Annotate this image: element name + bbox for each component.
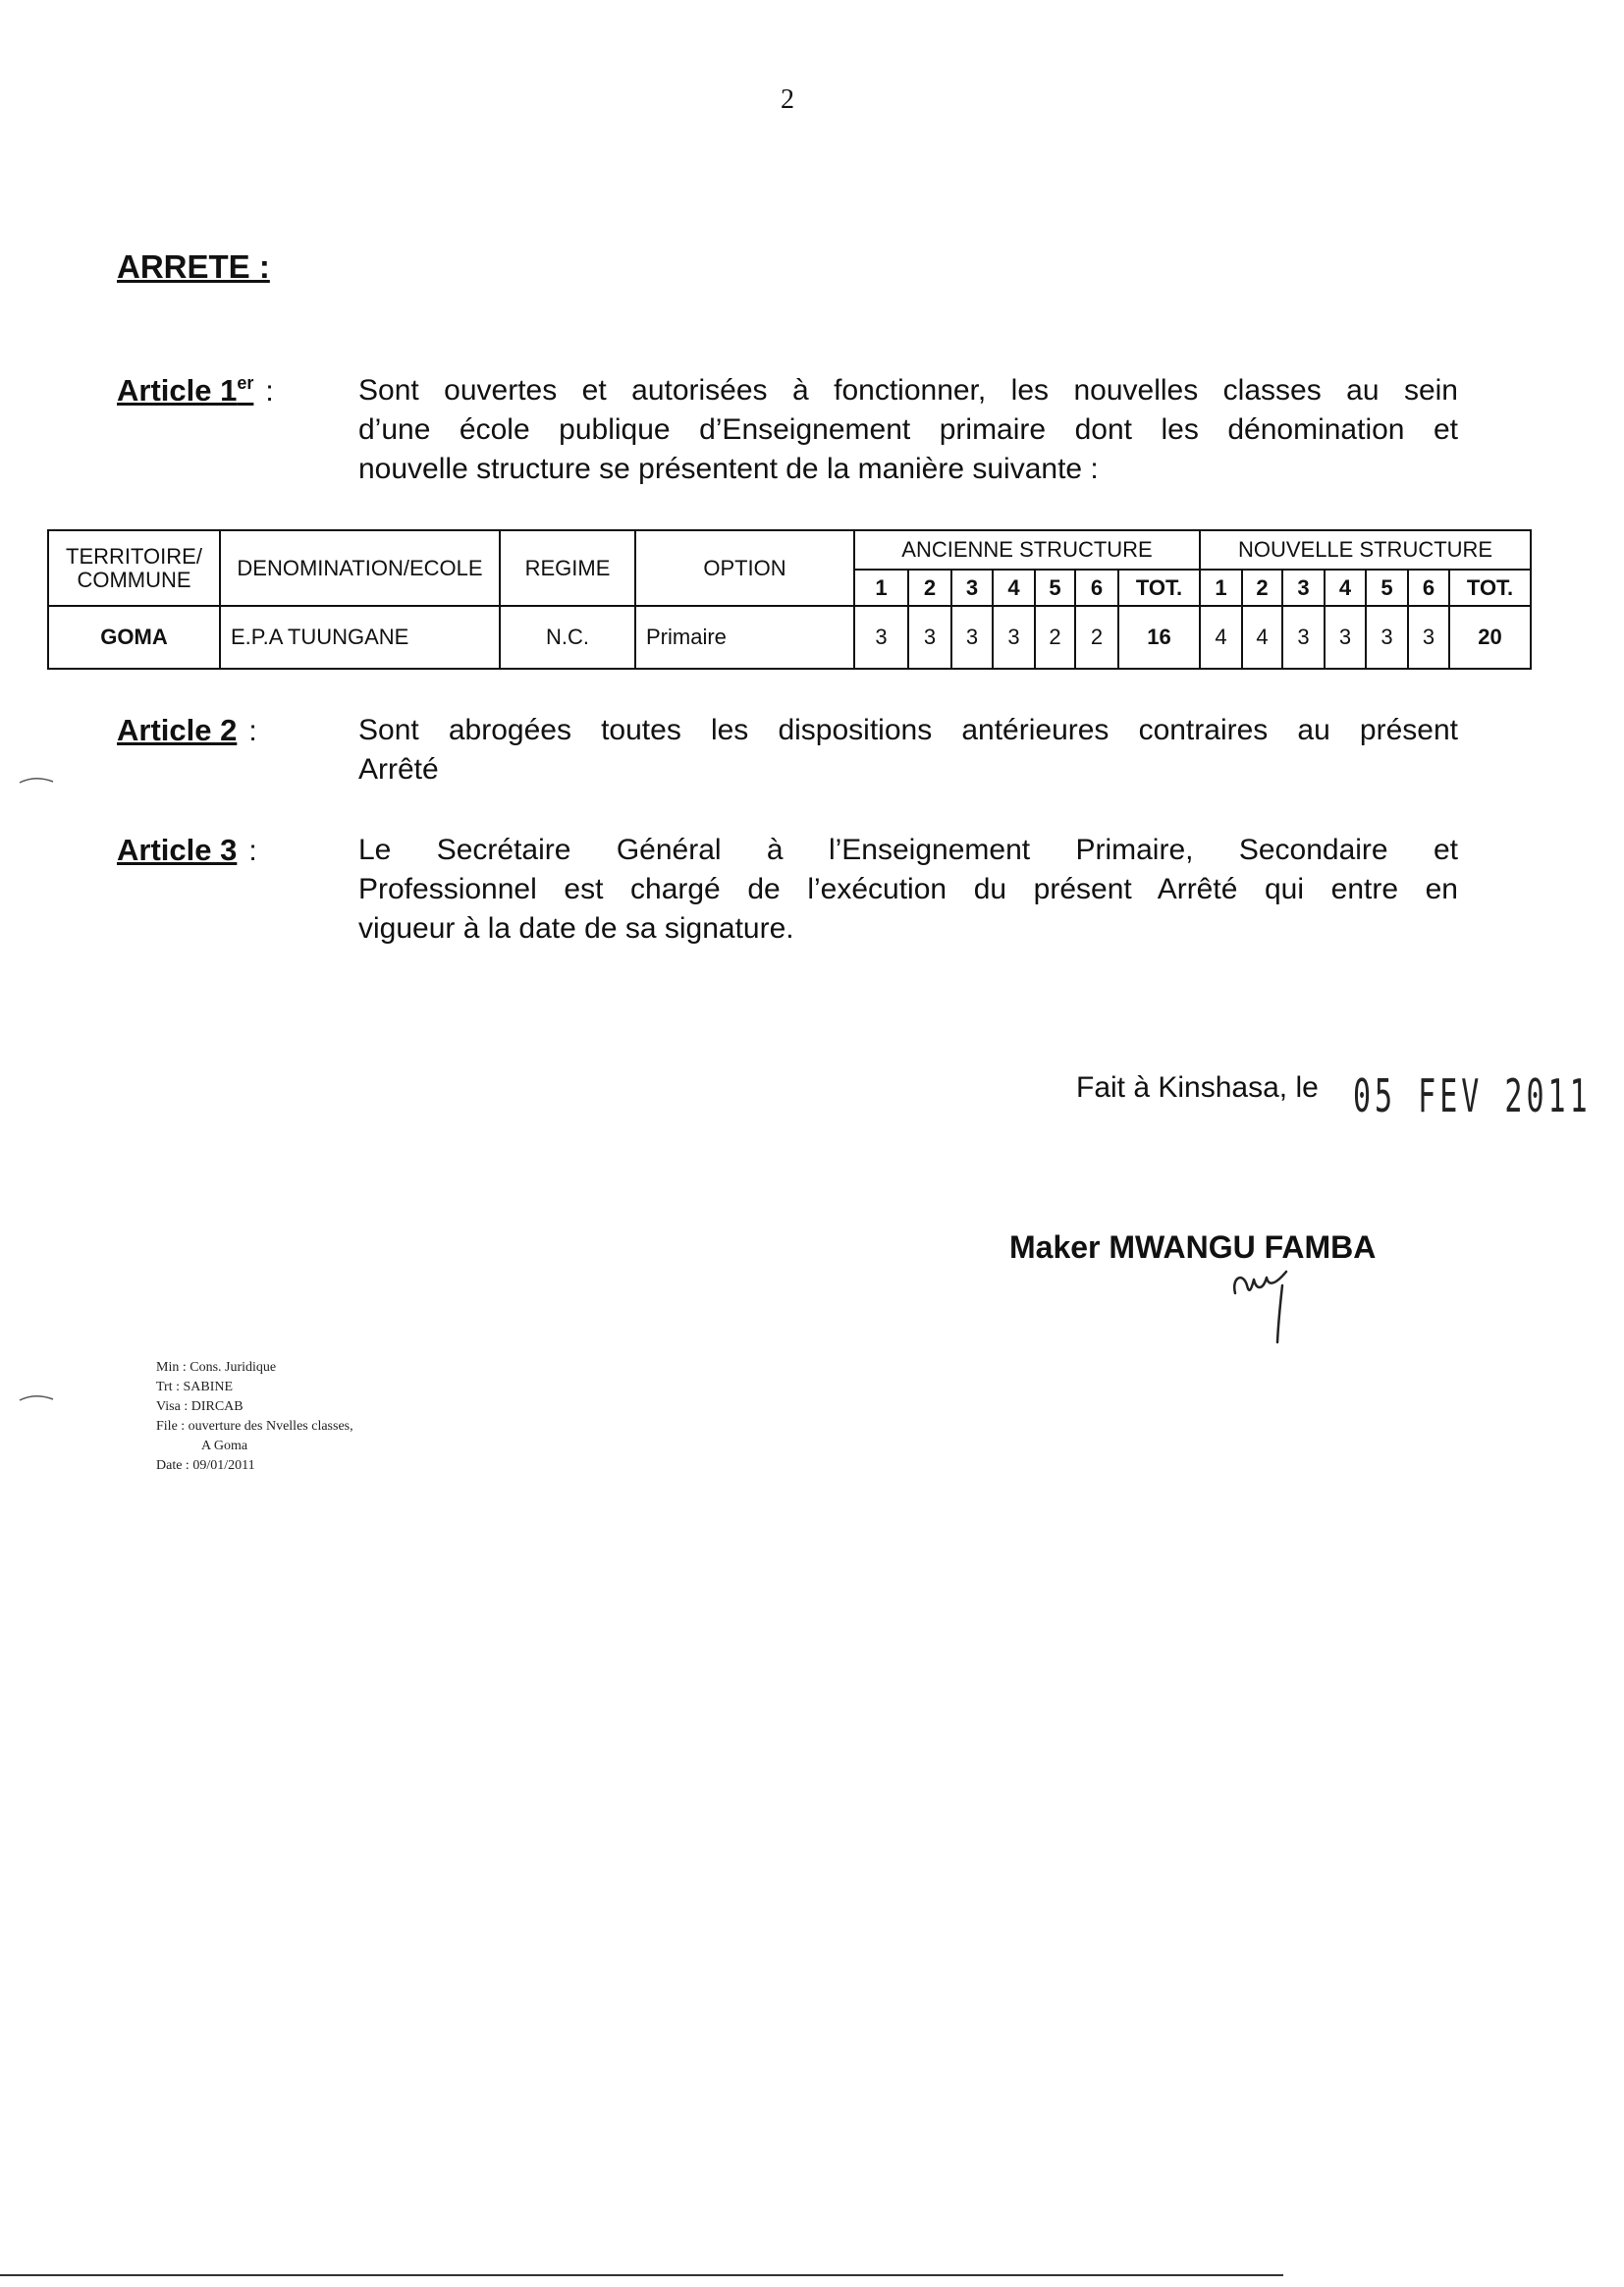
article-2-line: Arrêté [358, 753, 439, 786]
article-2-title: Article 2 [117, 713, 238, 747]
margin-mark [18, 772, 57, 788]
cell-nouvelle-5: 3 [1366, 606, 1408, 669]
header-commune-line: COMMUNE [77, 567, 191, 592]
ancienne-col-5: 5 [1035, 570, 1075, 606]
header-ancienne-structure: ANCIENNE STRUCTURE [854, 530, 1200, 570]
margin-mark [18, 1389, 57, 1405]
cell-ancienne-2: 3 [908, 606, 951, 669]
header-regime: REGIME [500, 530, 635, 606]
nouvelle-col-1: 1 [1200, 570, 1242, 606]
article-1-line: d’une école publique d’Enseignement primaire dont les dénomination et [358, 413, 1458, 446]
article-2-colon: : [248, 715, 257, 747]
cell-denomination: E.P.A TUUNGANE [220, 606, 500, 669]
memo-line-trt: Trt : SABINE [156, 1380, 234, 1394]
header-denomination-ecole: DENOMINATION/ECOLE [220, 530, 500, 606]
cell-nouvelle-3: 3 [1282, 606, 1325, 669]
article-1-ordinal-suffix: er [237, 373, 254, 393]
ancienne-col-6: 6 [1075, 570, 1118, 606]
cell-option: Primaire [635, 606, 854, 669]
place-and-date-label: Fait à Kinshasa, le [1076, 1071, 1319, 1104]
memo-line-min: Min : Cons. Juridique [156, 1360, 277, 1375]
ancienne-col-2: 2 [908, 570, 951, 606]
header-option: OPTION [635, 530, 854, 606]
table-header-row [48, 530, 1531, 570]
school-structure-table [47, 529, 1532, 670]
article-3-line: vigueur à la date de sa signature. [358, 912, 794, 945]
cell-nouvelle-6: 3 [1408, 606, 1449, 669]
nouvelle-col-2: 2 [1242, 570, 1282, 606]
nouvelle-col-4: 4 [1325, 570, 1366, 606]
cell-ancienne-5: 2 [1035, 606, 1075, 669]
memo-line-file: File : ouverture des Nvelles classes, [156, 1419, 353, 1434]
cell-nouvelle-2: 4 [1242, 606, 1282, 669]
article-1-line: Sont ouvertes et autorisées à fonctionner, les nouvelles classes au sein [358, 374, 1458, 407]
cell-ancienne-1: 3 [854, 606, 908, 669]
article-1 [117, 371, 1458, 489]
nouvelle-col-total: TOT. [1449, 570, 1531, 606]
memo-line-file-cont: A Goma [201, 1439, 248, 1453]
ancienne-col-total: TOT. [1118, 570, 1200, 606]
article-3-line: Professionnel est chargé de l’exécution du présent Arrêté qui entre en [358, 873, 1458, 905]
scan-edge-line [0, 2274, 1283, 2276]
cell-ancienne-6: 2 [1075, 606, 1118, 669]
date-stamp: 05 FEV 2011 [1353, 1069, 1592, 1124]
handwritten-signature [1227, 1260, 1326, 1358]
cell-ancienne-3: 3 [951, 606, 993, 669]
nouvelle-col-5: 5 [1366, 570, 1408, 606]
decree-heading: ARRETE : [117, 248, 270, 285]
memo-line-visa: Visa : DIRCAB [156, 1399, 244, 1414]
article-1-label [117, 371, 358, 489]
page-number: 2 [781, 84, 794, 115]
header-territoire-commune [48, 530, 220, 606]
cell-regime: N.C. [500, 606, 635, 669]
cell-territoire: GOMA [48, 606, 220, 669]
article-3-title: Article 3 [117, 833, 238, 867]
article-3 [117, 831, 1458, 949]
ancienne-col-4: 4 [993, 570, 1035, 606]
nouvelle-col-6: 6 [1408, 570, 1449, 606]
cell-ancienne-total: 16 [1118, 606, 1200, 669]
memo-line-date: Date : 09/01/2011 [156, 1458, 255, 1473]
cell-nouvelle-total: 20 [1449, 606, 1531, 669]
table-row [48, 606, 1531, 669]
header-territoire-line: TERRITOIRE/ [66, 543, 202, 569]
article-3-label [117, 831, 358, 949]
article-2-line: Sont abrogées toutes les dispositions antérieures contraires au présent [358, 714, 1458, 746]
article-1-text [358, 371, 1458, 489]
article-2-label [117, 711, 358, 790]
header-nouvelle-structure: NOUVELLE STRUCTURE [1200, 530, 1531, 570]
article-1-title: Article 1er [117, 373, 254, 408]
nouvelle-col-3: 3 [1282, 570, 1325, 606]
cell-nouvelle-4: 3 [1325, 606, 1366, 669]
signatory-name: Maker MWANGU FAMBA [1009, 1229, 1377, 1265]
article-2-text [358, 711, 1458, 790]
ancienne-col-3: 3 [951, 570, 993, 606]
article-3-colon: : [248, 835, 257, 867]
article-3-line: Le Secrétaire Général à l’Enseignement Primaire, Secondaire et [358, 834, 1458, 866]
ancienne-col-1: 1 [854, 570, 908, 606]
reference-memo [156, 1358, 353, 1476]
article-2 [117, 711, 1458, 790]
article-3-text [358, 831, 1458, 949]
cell-nouvelle-1: 4 [1200, 606, 1242, 669]
article-1-line: nouvelle structure se présentent de la manière suivante : [358, 453, 1099, 485]
article-1-colon: : [265, 375, 274, 408]
cell-ancienne-4: 3 [993, 606, 1035, 669]
